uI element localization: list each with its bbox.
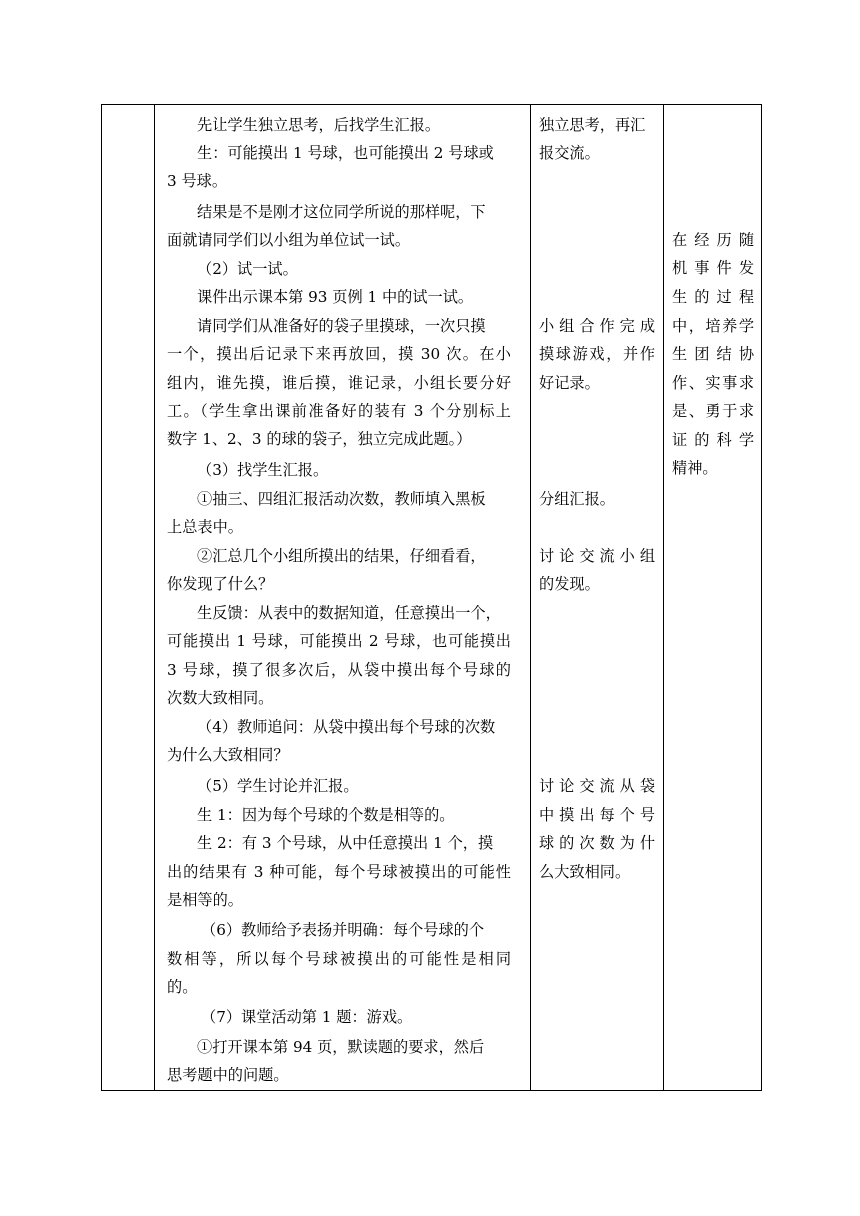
- procedure-line: 3 号球。: [167, 172, 228, 190]
- design-intent-line: 生的过程: [672, 288, 754, 306]
- procedure-line: 可能摸出 1 号球，可能摸出 2 号球，也可能摸出: [167, 632, 511, 650]
- student-activity-line: 小组合作完成: [539, 317, 655, 335]
- student-activity-line: 分组汇报。: [539, 490, 615, 508]
- procedure-line: ①打开课本第 94 页，默读题的要求，然后: [197, 1038, 485, 1056]
- table-row: [102, 105, 762, 1091]
- student-activity-line: 好记录。: [539, 374, 600, 392]
- stage-column-cell: [102, 105, 155, 1091]
- design-intent-line: 在经历随: [672, 231, 754, 249]
- student-activity-line: 独立思考，再汇: [539, 116, 646, 134]
- procedure-line: 生 1：因为每个号球的个数是相等的。: [197, 806, 455, 824]
- student-activity-line: 讨论交流从袋: [539, 777, 655, 795]
- design-intent-line: 作、实事求: [672, 374, 754, 392]
- student-activity-line: 报交流。: [539, 144, 600, 162]
- procedure-line: （3）找学生汇报。: [197, 461, 329, 479]
- procedure-line: 面就请同学们以小组为单位试一试。: [167, 231, 410, 249]
- design-intent-line: 是、勇于求: [672, 402, 754, 420]
- procedure-line: 是相等的。: [167, 891, 243, 909]
- procedure-line: 的。: [167, 978, 198, 996]
- student-activity-line: 的发现。: [539, 575, 600, 593]
- procedure-line: 一个，摸出后记录下来再放回，摸 30 次。在小: [167, 345, 511, 363]
- procedure-line: 先让学生独立思考，后找学生汇报。: [197, 116, 440, 134]
- design-intent-line: 证的科学: [672, 431, 754, 449]
- procedure-line: 组内，谁先摸，谁后摸，谁记录，小组长要分好: [167, 374, 511, 392]
- student-activity-line: 么大致相同。: [539, 863, 631, 881]
- procedure-line: （5）学生讨论并汇报。: [197, 777, 359, 795]
- procedure-line: （4）教师追问：从袋中摸出每个号球的次数: [197, 718, 496, 736]
- procedure-line: 为什么大致相同？: [167, 746, 289, 764]
- procedure-line: 数相等，所以每个号球被摸出的可能性是相同: [167, 950, 511, 968]
- procedure-line: 上总表中。: [167, 518, 243, 536]
- procedure-line: 思考题中的问题。: [167, 1066, 289, 1084]
- student-activity-line: 摸球游戏，并作: [539, 345, 655, 363]
- procedure-line: 生：可能摸出 1 号球，也可能摸出 2 号球或: [197, 144, 494, 162]
- procedure-line: 出的结果有 3 种可能，每个号球被摸出的可能性: [167, 863, 511, 881]
- procedure-line: 3 号球，摸了很多次后，从袋中摸出每个号球的: [167, 661, 511, 679]
- design-intent-line: 精神。: [672, 459, 718, 477]
- procedure-line: 工。（学生拿出课前准备好的装有 3 个分别标上: [167, 402, 511, 420]
- procedure-line: 生反馈：从表中的数据知道，任意摸出一个，: [197, 604, 501, 622]
- design-intent-line: 中，培养学: [672, 317, 754, 335]
- design-intent-line: 机事件发: [672, 259, 754, 277]
- procedure-line: ②汇总几个小组所摸出的结果，仔细看看，: [197, 547, 486, 565]
- procedure-line: 结果是不是刚才这位同学所说的那样呢，下: [197, 203, 486, 221]
- procedure-line: ①抽三、四组汇报活动次数，教师填入黑板: [197, 490, 486, 508]
- student-activity-line: 中摸出每个号: [539, 806, 655, 824]
- design-intent-line: 生团结协: [672, 345, 754, 363]
- student-activity-line: 球的次数为什: [539, 834, 655, 852]
- teaching-procedure-cell: [155, 105, 531, 1091]
- procedure-line: 数字 1、2、3 的球的袋子，独立完成此题。）: [167, 430, 472, 448]
- student-activity-cell: [531, 105, 664, 1091]
- procedure-line: 课件出示课本第 93 页例 1 中的试一试。: [197, 288, 474, 306]
- procedure-line: 你发现了什么？: [167, 575, 274, 593]
- procedure-line: 次数大致相同。: [167, 689, 274, 707]
- student-activity-line: 讨论交流小组: [539, 547, 655, 565]
- procedure-line: 生 2：有 3 个号球，从中任意摸出 1 个，摸: [197, 834, 494, 852]
- procedure-line: 请同学们从准备好的袋子里摸球，一次只摸: [197, 317, 486, 335]
- procedure-line: （6）教师给予表扬并明确：每个号球的个: [201, 921, 485, 939]
- lesson-plan-table: [101, 104, 762, 1091]
- procedure-line: （7）课堂活动第 1 题：游戏。: [201, 1008, 413, 1026]
- procedure-line: （2）试一试。: [197, 260, 298, 278]
- design-intent-cell: [664, 105, 762, 1091]
